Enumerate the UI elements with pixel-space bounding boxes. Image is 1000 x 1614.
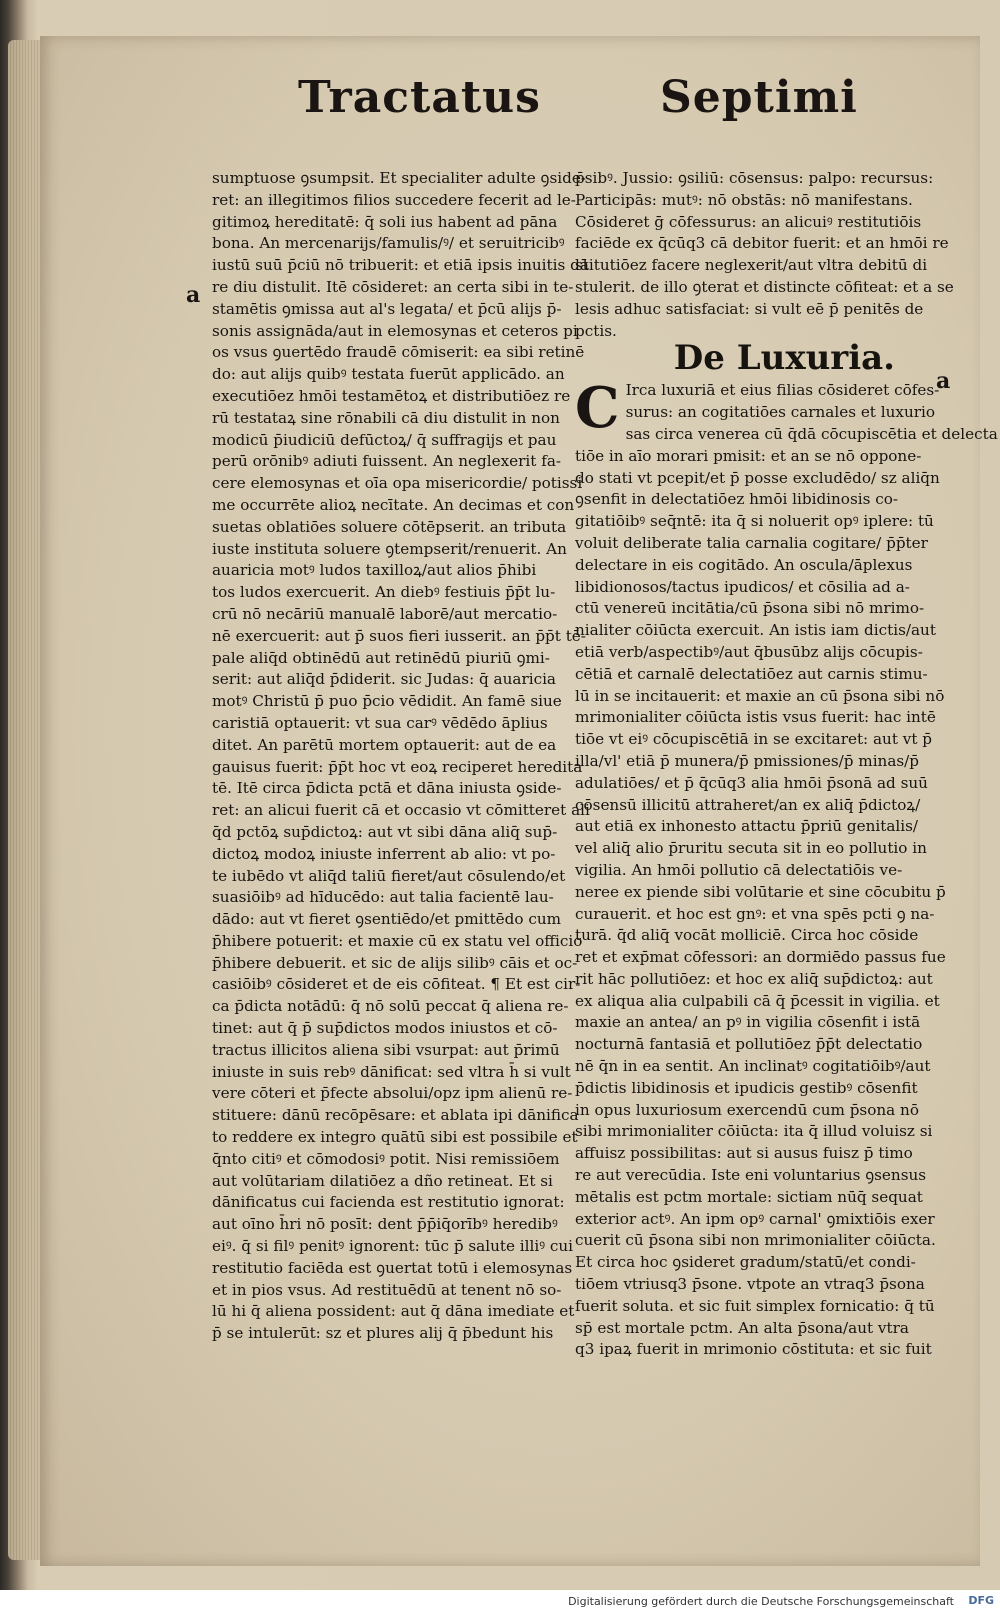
text-line: stulerit. de illo ꝯterat et distincte cōfiteat: et a se <box>575 277 954 296</box>
text-line: tractus illicitos aliena sibi vsurpat: aut p̄rimū <box>212 1040 560 1059</box>
text-line: nē q̄n in ea sentit. An inclinatꝰ cogitatiōibꝰ/aut <box>575 1057 931 1076</box>
text-line: Irca luxuriā et eius filias cōsideret cōfes- <box>625 381 940 400</box>
text-line: dānificatus cui facienda est restitutio ignorat: <box>212 1193 565 1212</box>
text-line: modicū p̄iudiciū defūctoꝝ/ q̄ suffragijs et pau <box>212 430 557 449</box>
text-line: Cōsideret ḡ cōfessurus: an alicuiꝰ restitutiōis <box>575 212 922 231</box>
text-line: ret: an alicui fuerit cā et occasio vt cōmitteret ali <box>212 801 590 820</box>
text-line: fuerit soluta. et sic fuit simplex fornicatio: q̄ tū <box>575 1296 935 1315</box>
text-line: suetas oblatiōes soluere cōtēpserit. an tributa <box>212 517 567 536</box>
text-line: et in pios vsus. Ad restituēdū at tenent nō so- <box>212 1280 562 1299</box>
text-line: p̄dictis libidinosis et ipudicis gestibꝰ cōsenfit <box>575 1078 918 1097</box>
text-line: stituere: dānū recōpēsare: et ablata ipi dānifica <box>212 1106 579 1125</box>
text-line: iustū suū p̄ciū nō tribuerit: et etiā ipsis inuitis dā <box>212 256 589 275</box>
text-line: nē exercuerit: aut p̄ suos fieri iusserit. an p̄p̄t tē- <box>212 626 586 645</box>
text-line: bona. An mercenarijs/famulis/ꝰ/ et seruitricibꝰ <box>212 234 565 253</box>
right-column-body <box>575 375 998 1361</box>
text-line: os vsus ꝯuertēdo fraudē cōmiserit: ea sibi retinē <box>212 343 585 362</box>
text-line: eiꝰ. q̄ si filꝰ penitꝰ ignorent: tūc p̄ salute illiꝰ cui <box>212 1237 573 1256</box>
text-line: ex aliqua alia culpabili cā q̄ p̄cessit in vigilia. et <box>575 991 940 1010</box>
text-line: crū nō necāriū manualē laborē/aut mercatio- <box>212 604 558 623</box>
footer-credit: Digitalisierung gefördert durch die Deutsche Forschungsgemeinschaft <box>568 1595 954 1608</box>
text-line: ret et exp̄mat cōfessori: an dormiēdo passus fue <box>575 948 946 967</box>
text-line: p̄sibꝰ. Jussio: ꝯsiliū: cōsensus: palpo: recursus: <box>575 169 934 187</box>
text-line: curauerit. et hoc est gnꝰ: et vna spēs pcti ꝯ na- <box>575 904 935 923</box>
text-line: stitutiōez facere neglexerit/aut vltra debitū di <box>575 256 928 275</box>
text-line: pctis. <box>575 321 617 340</box>
text-line: iniuste in suis rebꝰ dānificat: sed vltra h̄ si vult <box>212 1062 571 1081</box>
text-line: etiā verb/aspectibꝰ/aut q̄busūbz alijs cōcupis- <box>575 642 923 661</box>
text-line: sibi mrimonialiter cōiūcta: ita q̄ illud voluisz si <box>575 1122 933 1141</box>
text-line: restitutio faciēda est ꝯuertat totū i elemosynas <box>212 1258 573 1277</box>
text-line: casiōibꝰ cōsideret et de eis cōfiteat. ¶ Et est cir- <box>212 975 581 994</box>
text-line: sp̄ est mortale pctm. An alta p̄sona/aut vtra <box>575 1318 909 1337</box>
text-line: faciēde ex q̄cūq3 cā debitor fuerit: et an hmōi re <box>575 234 949 253</box>
text-line: vere cōteri et p̄fecte absolui/opz ipm alienū re- <box>212 1084 573 1103</box>
text-line: neree ex piende sibi volūtarie et sine cōcubitu p̄ <box>575 882 946 901</box>
text-line: sumptuose ꝯsumpsit. Et specialiter adulte ꝯside- <box>212 169 586 187</box>
text-line: voluit deliberate talia carnalia cogitare/ p̄p̄ter <box>575 533 928 552</box>
text-line: ctū venereū incitātia/cū p̄sona sibi nō mrimo- <box>575 599 925 618</box>
text-line: perū orōnibꝰ adiuti fuissent. An neglexerit fa- <box>212 452 562 471</box>
text-line: sas circa venerea cū q̄dā cōcupiscētia et delecta <box>625 424 998 443</box>
text-line: re diu distulit. Itē cōsideret: an certa sibi in te- <box>212 277 574 296</box>
running-head-left: Tractatus <box>298 72 541 123</box>
text-line: stamētis ꝯmissa aut al's legata/ et p̄cū alijs p̄- <box>212 299 562 318</box>
text-line: tiōe vt eiꝰ cōcupiscētiā in se excitaret: aut vt p̄ <box>575 730 932 749</box>
text-line: q̄d pctōꝝ sup̄dictoꝝ: aut vt sibi dāna aliq̄ sup̄- <box>212 822 558 841</box>
text-line: gitatiōibꝰ seq̄ntē: ita q̄ si noluerit opꝰ iplere: tū <box>575 512 934 531</box>
right-column <box>575 168 998 1361</box>
text-line: ꝯsenfit in delectatiōez hmōi libidinosis co- <box>575 490 899 509</box>
text-line: aut oīno h̄ri nō posīt: dent p̄p̄iq̄orībꝰ heredibꝰ <box>212 1215 558 1234</box>
text-line: affuisz possibilitas: aut si ausus fuisz p̄ timo <box>575 1144 913 1163</box>
text-line: Participās: mutꝰ: nō obstās: nō manifestans. <box>575 190 913 209</box>
text-line: delectare in eis cogitādo. An oscula/āplexus <box>575 555 913 574</box>
text-line: nocturnā fantasiā et pollutiōez p̄p̄t delectatio <box>575 1035 923 1054</box>
text-line: vel aliq̄ alio p̄ruritu secuta sit in eo pollutio in <box>575 839 927 858</box>
drop-initial: C <box>575 375 620 442</box>
text-line: caristiā optauerit: vt sua carꝰ vēdēdo āplius <box>212 713 548 732</box>
text-line: lesis adhuc satisfaciat: si vult eē p̄ penitēs de <box>575 299 924 318</box>
margin-note-left: a <box>186 282 201 308</box>
text-line: cuerit cū p̄sona sibi non mrimonialiter cōiūcta. <box>575 1231 936 1250</box>
text-line: p̄ se intulerūt: sz et plures alij q̄ p̄bedunt his <box>212 1324 554 1343</box>
text-line: executiōez hmōi testamētoꝝ et distributiōez re <box>212 386 571 405</box>
text-line: q3 ipaꝝ fuerit in mrimonio cōstituta: et sic fuit <box>575 1340 932 1359</box>
footer <box>0 1590 1000 1614</box>
text-line: me occurrēte alioꝝ necītate. An decimas et con <box>212 495 575 514</box>
text-line: mētalis est pctm mortale: sictiam nūq̄ sequat <box>575 1187 923 1206</box>
text-line: dādo: aut vt fieret ꝯsentiēdo/et pmittēdo cum <box>212 910 562 929</box>
text-line: tiōem vtriusq3 p̄sone. vtpote an vtraq3 p̄sona <box>575 1275 925 1294</box>
text-line: maxie an antea/ an pꝰ in vigilia cōsenfit i istā <box>575 1013 921 1032</box>
text-line: lū in se incitauerit: et maxie an cū p̄sona sibi nō <box>575 686 945 705</box>
text-line: in opus luxuriosum exercendū cum p̄sona nō <box>575 1100 919 1119</box>
text-line: sonis assignāda/aut in elemosynas et ceteros pi <box>212 321 578 340</box>
text-line: exterior actꝰ. An ipm opꝰ carnal' ꝯmixtiōis exer <box>575 1209 935 1228</box>
text-line: suasiōibꝰ ad hīducēdo: aut talia facientē lau- <box>212 888 554 907</box>
text-line: motꝰ Christū p̄ puo p̄cio vēdidit. An famē siue <box>212 692 562 711</box>
text-line: q̄nto citiꝰ et cōmodosiꝰ potit. Nisi remissiōem <box>212 1149 560 1168</box>
dfg-logo: DFG <box>968 1594 994 1607</box>
text-line: tos ludos exercuerit. An diebꝰ festiuis p̄p̄t lu- <box>212 583 556 602</box>
text-line: libidionosos/tactus ipudicos/ et cōsilia ad a- <box>575 577 910 596</box>
text-line: gitimoꝝ hereditatē: q̄ soli ius habent ad pāna <box>212 212 558 231</box>
text-line: Et circa hoc ꝯsideret gradum/statū/et condi- <box>575 1253 916 1272</box>
text-line: turā. q̄d aliq̄ vocāt molliciē. Circa hoc cōside <box>575 926 919 945</box>
text-line: tiōe in aīo morari pmisit: et an se nō oppone- <box>575 446 922 465</box>
text-line: ca p̄dicta notādū: q̄ nō solū peccat q̄ aliena re- <box>212 997 569 1016</box>
left-column <box>212 168 590 1345</box>
text-line: rit hāc pollutiōez: et hoc ex aliq̄ sup̄dictoꝝ: aut <box>575 969 933 988</box>
text-line: pale aliq̄d obtinēdū aut retinēdū piuriū ꝯmi- <box>212 648 550 667</box>
text-line: aut etiā ex inhonesto attactu p̄priū genitalis/ <box>575 817 919 836</box>
text-line: ret: an illegitimos filios succedere fecerit ad le- <box>212 190 576 209</box>
text-line: adulatiōes/ et p̄ q̄cūq3 alia hmōi p̄sonā ad suū <box>575 773 928 792</box>
text-line: vigilia. An hmōi pollutio cā delectatiōis ve- <box>575 860 903 879</box>
text-line: re aut verecūdia. Iste eni voluntarius ꝯsensus <box>575 1166 927 1185</box>
text-line: to reddere ex integro quātū sibi est possibile et <box>212 1128 578 1147</box>
text-line: do: aut alijs quibꝰ testata fuerūt applicādo. an <box>212 365 565 384</box>
text-line: dictoꝝ modoꝝ iniuste inferrent ab alio: vt po- <box>212 844 556 863</box>
running-head-right: Septimi <box>660 72 858 123</box>
text-line: iuste instituta soluere ꝯtempserit/renuerit. An <box>212 539 567 558</box>
section-title: De Luxuria. <box>673 338 895 379</box>
text-line: ditet. An parētū mortem optauerit: aut de ea <box>212 735 557 754</box>
text-line: tē. Itē circa p̄dicta pctā et dāna iniusta ꝯside- <box>212 779 562 798</box>
right-column-top <box>575 168 954 342</box>
margin-note-right: a <box>936 368 951 394</box>
text-line: cere elemosynas et oīa opa misericordie/ potissi <box>212 474 583 493</box>
text-line: aut volūtariam dilatiōez a dño retineat. Et si <box>212 1171 553 1190</box>
text-line: tinet: aut q̄ p̄ sup̄dictos modos iniustos et cō- <box>212 1019 558 1038</box>
text-line: gauisus fuerit: p̄p̄t hoc vt eoꝝ reciperet heredita <box>212 757 583 776</box>
text-line: cōsensū illicitū attraheret/an ex aliq̄ p̄dictoꝝ/ <box>575 795 921 814</box>
text-line: cētiā et carnalē delectatiōez aut carnis stimu- <box>575 664 928 683</box>
text-line: serit: aut aliq̄d p̄diderit. sic Judas: q̄ auaricia <box>212 670 556 689</box>
text-line: mrimonialiter cōiūcta istis vsus fuerit: hac intē <box>575 708 936 727</box>
text-line: rū testataꝝ sine rōnabili cā diu distulit in non <box>212 408 560 427</box>
text-line: te iubēdo vt aliq̄d taliū fieret/aut cōsulendo/et <box>212 866 566 885</box>
text-line: nialiter cōiūcta exercuit. An istis iam dictis/aut <box>575 621 936 640</box>
text-line: surus: an cogitatiōes carnales et luxurio <box>625 403 935 422</box>
text-line: do stati vt pcepit/et p̄ posse excludēdo/ sz aliq̄n <box>575 468 940 487</box>
text-line: lū hi q̄ aliena possident: aut q̄ dāna imediate et <box>212 1302 575 1321</box>
text-line: p̄hibere debuerit. et sic de alijs silibꝰ cāis et oc- <box>212 953 578 972</box>
text-line: illa/vl' etiā p̄ munera/p̄ pmissiones/p̄ minas/p̄ <box>575 751 920 770</box>
text-line: p̄hibere potuerit: et maxie cū ex statu vel officio <box>212 931 583 950</box>
text-line: auaricia motꝰ ludos taxilloꝝ/aut alios p̄hibi <box>212 561 537 580</box>
